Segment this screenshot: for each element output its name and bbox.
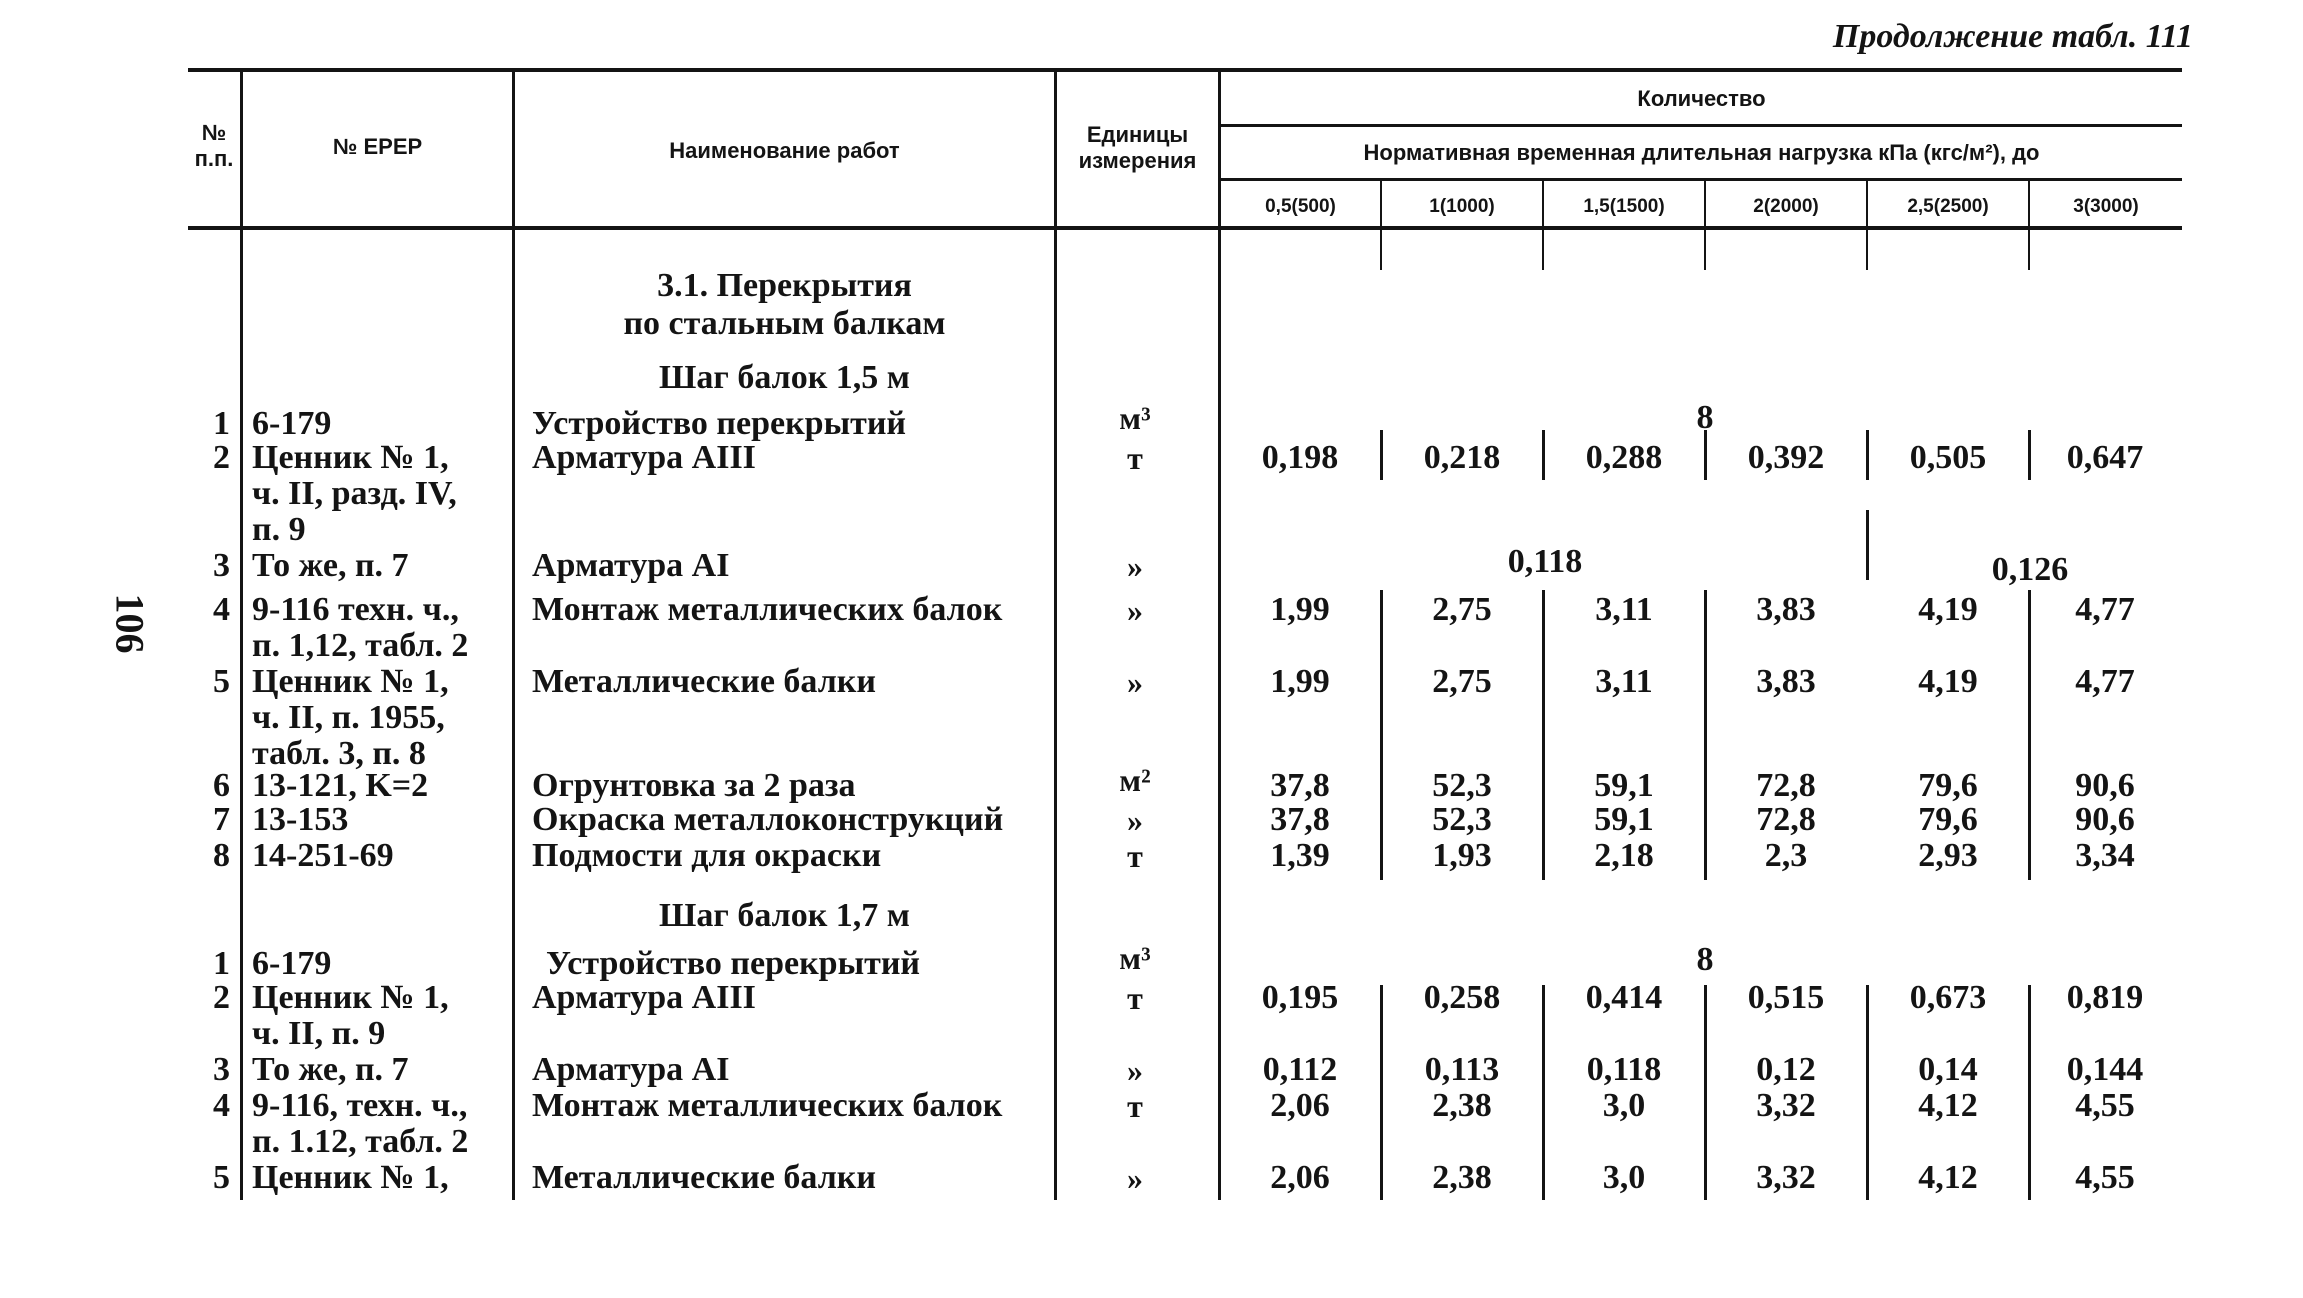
value-cell: 2,38 (1432, 1159, 1492, 1196)
value-cell: 1,99 (1270, 663, 1330, 700)
unit-cell: м² (1119, 762, 1151, 798)
merged-value: 0,118 (1507, 543, 1583, 580)
erer-code: 9-116, техн. ч., (252, 1087, 468, 1124)
unit-value: м³ (1119, 400, 1151, 436)
erer-code: п. 1,12, табл. 2 (252, 627, 469, 664)
merged-value: 8 (1696, 399, 1714, 436)
header-work-name: Наименование работ (669, 138, 900, 163)
unit-cell: м³ (1119, 940, 1151, 976)
erer-code: ч. II, п. 1955, (252, 699, 445, 736)
val-sep (1380, 985, 1383, 1200)
header-load-level: 1,5(1500) (1583, 196, 1665, 217)
value-cell: 0,14 (1918, 1051, 1978, 1088)
erer-code: ч. II, п. 9 (252, 1015, 386, 1052)
value-cell: 1,39 (1270, 837, 1330, 874)
work-name: Монтаж металлических балок (532, 1087, 1003, 1124)
header-load-level: 0,5(500) (1265, 196, 1336, 217)
header-load-level: 2,5(2500) (1907, 196, 1989, 217)
value-cell: 37,8 (1270, 767, 1330, 804)
continuation-caption: Продолжение табл. 111 (1832, 18, 2193, 55)
value-cell: 2,75 (1432, 663, 1492, 700)
val-sep (1704, 590, 1707, 880)
erer-code: 9-116 техн. ч., (252, 591, 459, 628)
header-row-number: № п.п. (194, 120, 234, 171)
work-name: Металлические балки (532, 663, 876, 700)
value-cell: 2,75 (1432, 591, 1492, 628)
row-number: 7 (213, 801, 230, 838)
value-cell: 0,112 (1262, 1051, 1338, 1088)
header-load-level: 2(2000) (1753, 196, 1819, 217)
unit-cell: » (1127, 1160, 1143, 1196)
value-cell: 0,12 (1756, 1051, 1816, 1088)
val-sep (1542, 590, 1545, 880)
row-number: 2 (213, 979, 230, 1016)
value-cell: 2,06 (1270, 1087, 1330, 1124)
row-number: 5 (213, 1159, 230, 1196)
val-sep (1542, 430, 1545, 480)
row-number: 2 (213, 439, 230, 476)
val-sep (1866, 985, 1869, 1200)
val-sep (1866, 510, 1869, 580)
value-cell: 52,3 (1432, 801, 1492, 838)
erer-code: 14-251-69 (252, 837, 394, 874)
row-number: 6 (213, 767, 230, 804)
unit-cell: т (1127, 1088, 1143, 1124)
val-sep (1704, 430, 1707, 480)
value-cell: 0,505 (1909, 439, 1987, 476)
unit-cell: » (1127, 1052, 1143, 1088)
col-rule-2 (512, 70, 515, 1200)
value-cell: 3,0 (1602, 1087, 1646, 1124)
value-cell: 2,93 (1918, 837, 1978, 874)
col-rule-1 (240, 70, 243, 1200)
val-sep (1704, 985, 1707, 1200)
value-cell: 2,3 (1764, 837, 1808, 874)
value-cell: 0,288 (1585, 439, 1663, 476)
header-erer: № ЕРЕР (332, 134, 423, 159)
table-top-rule (188, 68, 2182, 72)
header-load: Нормативная временная длительная нагрузка кПа (кгс/м²), до (1363, 140, 2040, 165)
unit-cell (1080, 400, 1190, 437)
value-cell: 3,11 (1595, 591, 1653, 628)
unit-cell: » (1127, 664, 1143, 700)
merged-value: 8 (1696, 941, 1714, 978)
value-cell: 0,113 (1424, 1051, 1500, 1088)
value-cell: 0,819 (2066, 979, 2144, 1016)
work-name: Окраска металлоконструкций (532, 801, 1004, 838)
value-cell: 4,12 (1918, 1087, 1978, 1124)
load-rule (1218, 178, 2182, 181)
unit-cell: т (1127, 980, 1143, 1016)
group-a-title: Шаг балок 1,5 м (659, 359, 910, 396)
erer-code: 13-153 (252, 801, 349, 838)
value-cell: 4,77 (2075, 663, 2135, 700)
value-cell: 0,258 (1423, 979, 1501, 1016)
erer-code: п. 9 (252, 511, 306, 548)
unit-cell: » (1127, 592, 1143, 628)
col-rule-4 (1218, 70, 1221, 1200)
work-name: Устройство перекрытий (546, 945, 921, 982)
header-load-level: 3(3000) (2073, 196, 2139, 217)
section-subtitle: по стальным балкам (623, 305, 946, 342)
value-cell: 0,144 (2066, 1051, 2144, 1088)
unit-cell: т (1127, 440, 1143, 476)
value-cell: 59,1 (1594, 801, 1654, 838)
erer-code: Ценник № 1, (252, 439, 449, 476)
work-name: Подмости для окраски (532, 837, 882, 874)
value-cell: 0,673 (1909, 979, 1987, 1016)
value-cell: 37,8 (1270, 801, 1330, 838)
value-cell: 4,77 (2075, 591, 2135, 628)
value-cell: 4,12 (1918, 1159, 1978, 1196)
value-cell: 3,0 (1602, 1159, 1646, 1196)
erer-code: Ценник № 1, (252, 1159, 449, 1196)
erer-code: 13-121, K=2 (252, 767, 429, 804)
value-cell: 0,414 (1585, 979, 1663, 1016)
value-cell: 4,19 (1918, 591, 1978, 628)
row-number: 5 (213, 663, 230, 700)
work-name: Монтаж металлических балок (532, 591, 1003, 628)
row-number: 3 (213, 1051, 230, 1088)
unit-cell: т (1127, 838, 1143, 874)
group-b-title: Шаг балок 1,7 м (659, 897, 910, 934)
erer-code: 6-179 (252, 945, 332, 982)
value-cell: 72,8 (1756, 767, 1816, 804)
value-cell: 90,6 (2075, 801, 2135, 838)
value-cell: 3,83 (1756, 663, 1816, 700)
value-cell: 3,32 (1756, 1159, 1816, 1196)
work-name: Арматура AIII (532, 979, 756, 1016)
value-cell: 3,11 (1595, 663, 1653, 700)
value-cell: 3,83 (1756, 591, 1816, 628)
value-cell: 52,3 (1432, 767, 1492, 804)
val-sep (1866, 430, 1869, 480)
work-name: Арматура AI (532, 547, 730, 584)
erer-code: 6-179 (252, 405, 332, 442)
row-number: 4 (213, 591, 230, 628)
unit-cell: » (1127, 802, 1143, 838)
row-number: 3 (213, 547, 230, 584)
value-cell: 1,99 (1270, 591, 1330, 628)
value-cell: 3,34 (2075, 837, 2135, 874)
value-cell: 90,6 (2075, 767, 2135, 804)
erer-code: п. 1.12, табл. 2 (252, 1123, 469, 1160)
header-quantity: Количество (1637, 86, 1766, 111)
erer-code: Ценник № 1, (252, 979, 449, 1016)
erer-code: То же, п. 7 (252, 1051, 409, 1088)
value-cell: 72,8 (1756, 801, 1816, 838)
merged-value: 0,126 (1991, 551, 2069, 588)
work-name: Огрунтовка за 2 раза (532, 767, 856, 804)
work-name: Устройство перекрытий (532, 405, 907, 442)
value-cell: 2,06 (1270, 1159, 1330, 1196)
erer-code: табл. 3, п. 8 (252, 735, 426, 772)
unit-cell: » (1127, 548, 1143, 584)
value-cell: 59,1 (1594, 767, 1654, 804)
value-cell: 0,647 (2066, 439, 2144, 476)
value-cell: 2,18 (1594, 837, 1654, 874)
value-cell: 0,218 (1423, 439, 1501, 476)
value-cell: 0,515 (1747, 979, 1825, 1016)
value-cell: 0,195 (1261, 979, 1339, 1016)
value-cell: 4,19 (1918, 663, 1978, 700)
work-name: Металлические балки (532, 1159, 876, 1196)
value-cell: 1,93 (1432, 837, 1492, 874)
value-cell: 0,392 (1747, 439, 1825, 476)
header-load-level: 1(1000) (1429, 196, 1495, 217)
value-cell: 3,32 (1756, 1087, 1816, 1124)
quantity-rule (1218, 124, 2182, 127)
value-cell: 4,55 (2075, 1159, 2135, 1196)
value-cell: 4,55 (2075, 1087, 2135, 1124)
col-rule-3 (1054, 70, 1057, 1200)
page-number: 106 (107, 593, 153, 654)
value-cell: 2,38 (1432, 1087, 1492, 1124)
row-number: 4 (213, 1087, 230, 1124)
value-cell: 0,198 (1261, 439, 1339, 476)
header-unit: Единицы измерения (1078, 122, 1197, 173)
row-number: 1 (213, 405, 230, 442)
erer-code: Ценник № 1, (252, 663, 449, 700)
erer-code: То же, п. 7 (252, 547, 409, 584)
val-sep (1542, 985, 1545, 1200)
row-number: 8 (213, 837, 230, 874)
work-name: Арматура AI (532, 1051, 730, 1088)
work-name: Арматура AIII (532, 439, 756, 476)
erer-code: ч. II, разд. IV, (252, 475, 457, 512)
row-number: 1 (213, 945, 230, 982)
header-bottom-rule (188, 226, 2182, 230)
section-title: 3.1. Перекрытия (657, 267, 912, 304)
val-sep (1380, 430, 1383, 480)
value-cell: 0,118 (1586, 1051, 1662, 1088)
value-cell: 79,6 (1918, 801, 1978, 838)
val-sep (1380, 590, 1383, 880)
value-cell: 79,6 (1918, 767, 1978, 804)
